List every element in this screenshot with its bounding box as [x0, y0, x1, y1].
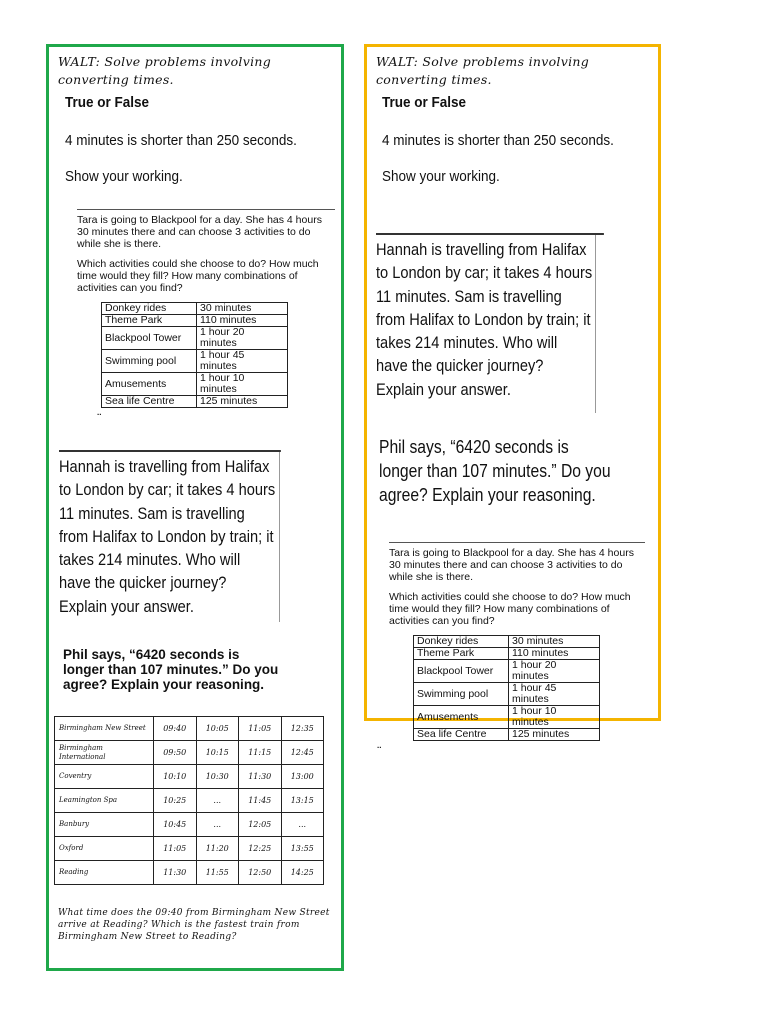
departure-time: 11:15: [239, 741, 282, 765]
departure-time: 12:35: [281, 717, 324, 741]
activity-time: 1 hour 45 minutes: [509, 683, 600, 706]
activity-time: 1 hour 20 minutes: [509, 660, 600, 683]
timetable-row: [55, 813, 324, 837]
activity-name: Theme Park: [102, 315, 197, 327]
hannah-line: takes 214 minutes. Who will: [59, 550, 241, 570]
activity-time: 125 minutes: [197, 396, 288, 408]
activity-time: 125 minutes: [509, 729, 600, 741]
phil-line-3: agree? Explain your reasoning.: [63, 677, 265, 692]
right-worksheet-panel: [364, 44, 661, 750]
timetable-row: [55, 861, 324, 885]
activity-row: [414, 683, 600, 706]
activity-name: Swimming pool: [414, 683, 509, 706]
departure-time: ...: [196, 789, 239, 813]
true-false-heading-right: True or False: [382, 94, 467, 111]
activities-table: [101, 302, 288, 408]
phil-problem: [63, 647, 333, 692]
activity-row: [414, 636, 600, 648]
hannah-right-rule-right: [595, 235, 596, 413]
activity-row: [102, 350, 288, 373]
departure-time: 11:55: [196, 861, 239, 885]
departure-time: 12:25: [239, 837, 282, 861]
departure-time: 12:45: [281, 741, 324, 765]
activity-name: Blackpool Tower: [414, 660, 509, 683]
activity-name: Donkey rides: [102, 303, 197, 315]
hannah-line: 11 minutes. Sam is travelling: [376, 286, 562, 306]
activity-row: [102, 303, 288, 315]
departure-time: 12:50: [239, 861, 282, 885]
phil-line-2: longer than 107 minutes.” Do you: [63, 662, 279, 677]
station-name: Reading: [55, 861, 154, 885]
hannah-text-right: [376, 238, 604, 401]
hannah-line: takes 214 minutes. Who will: [376, 333, 558, 353]
departure-time: 10:05: [196, 717, 239, 741]
activity-time: 1 hour 10 minutes: [509, 706, 600, 729]
departure-time: 13:55: [281, 837, 324, 861]
activity-time: 30 minutes: [509, 636, 600, 648]
activity-name: Sea life Centre: [102, 396, 197, 408]
hannah-line: to London by car; it takes 4 hours: [376, 263, 593, 283]
activity-row: [102, 327, 288, 350]
hannah-problem-right: [376, 233, 604, 401]
departure-time: 10:10: [154, 765, 197, 789]
hannah-line: from Halifax to London by train; it: [376, 309, 591, 329]
hannah-line: 11 minutes. Sam is travelling: [59, 503, 245, 523]
activities-table-right: [413, 635, 600, 741]
departure-time: 10:30: [196, 765, 239, 789]
true-false-statement: 4 minutes is shorter than 250 seconds.: [65, 132, 297, 149]
train-timetable: [54, 716, 324, 885]
phil-right-line-3: agree? Explain your reasoning.: [379, 485, 596, 505]
true-false-prompt-right: Show your working.: [382, 168, 500, 185]
phil-line-1: Phil says, “6420 seconds is: [63, 647, 240, 662]
departure-time: 11:30: [154, 861, 197, 885]
hannah-line: from Halifax to London by train; it: [59, 526, 274, 546]
station-name: Banbury: [55, 813, 154, 837]
station-name: Birmingham International: [55, 741, 154, 765]
tara-dots: ..: [97, 408, 102, 417]
activity-name: Sea life Centre: [414, 729, 509, 741]
hannah-line: Hannah is travelling from Halifax: [59, 457, 270, 476]
activity-name: Theme Park: [414, 648, 509, 660]
departure-time: 12:05: [239, 813, 282, 837]
departure-time: 11:05: [154, 837, 197, 861]
tara-question: Which activities could she choose to do? How much time would they fill? How many combinations of activities can you find?: [77, 258, 319, 294]
walt-heading-right: WALT: Solve problems involving converting times.: [376, 54, 590, 87]
activity-time: 1 hour 20 minutes: [197, 327, 288, 350]
tara-problem-right: [377, 542, 645, 750]
departure-time: 10:25: [154, 789, 197, 813]
timetable-question: What time does the 09:40 from Birmingham New Street arrive at Reading? Which is the fastest train from Birmingham New Street to Reading?: [58, 908, 330, 942]
hannah-text: [59, 455, 281, 618]
departure-time: ...: [281, 813, 324, 837]
station-name: Birmingham New Street: [55, 717, 154, 741]
true-false-statement-right: 4 minutes is shorter than 250 seconds.: [382, 132, 614, 149]
hannah-line: to London by car; it takes 4 hours: [59, 480, 276, 500]
tara-intro-right: Tara is going to Blackpool for a day. She has 4 hours 30 minutes there and can choose 3 activities to do while she is there.: [389, 547, 634, 583]
hannah-line: have the quicker journey?: [59, 573, 227, 593]
hannah-line: Explain your answer.: [59, 596, 194, 616]
departure-time: 14:25: [281, 861, 324, 885]
activity-time: 1 hour 45 minutes: [197, 350, 288, 373]
activity-name: Swimming pool: [102, 350, 197, 373]
departure-time: 11:30: [239, 765, 282, 789]
tara-intro: Tara is going to Blackpool for a day. She has 4 hours 30 minutes there and can choose 3 activities to do while she is there.: [77, 214, 322, 250]
hannah-problem: [59, 450, 281, 618]
departure-time: 09:40: [154, 717, 197, 741]
activity-row: [414, 648, 600, 660]
departure-time: 10:15: [196, 741, 239, 765]
activity-name: Donkey rides: [414, 636, 509, 648]
activity-row: [102, 315, 288, 327]
departure-time: ...: [196, 813, 239, 837]
tara-problem: [77, 209, 335, 416]
activity-row: [102, 396, 288, 408]
departure-time: 11:05: [239, 717, 282, 741]
activity-row: [102, 373, 288, 396]
departure-time: 11:20: [196, 837, 239, 861]
departure-time: 13:15: [281, 789, 324, 813]
activity-time: 1 hour 10 minutes: [197, 373, 288, 396]
departure-time: 11:45: [239, 789, 282, 813]
station-name: Oxford: [55, 837, 154, 861]
departure-time: 10:45: [154, 813, 197, 837]
hannah-line: Hannah is travelling from Halifax: [376, 240, 587, 259]
timetable-row: [55, 789, 324, 813]
true-false-prompt: Show your working.: [65, 168, 183, 185]
activity-row: [414, 729, 600, 741]
activity-time: 110 minutes: [509, 648, 600, 660]
station-name: Coventry: [55, 765, 154, 789]
timetable-row: [55, 741, 324, 765]
true-false-heading: True or False: [65, 94, 150, 111]
left-worksheet-panel: [46, 44, 344, 971]
phil-problem-right: [379, 435, 618, 507]
departure-time: 09:50: [154, 741, 197, 765]
hannah-line: have the quicker journey?: [376, 356, 544, 376]
timetable-row: [55, 765, 324, 789]
station-name: Leamington Spa: [55, 789, 154, 813]
phil-right-line-1: Phil says, “6420 seconds is: [379, 437, 569, 457]
phil-right-line-2: longer than 107 minutes.” Do you: [379, 461, 611, 481]
activity-name: Amusements: [414, 706, 509, 729]
walt-heading: WALT: Solve problems involving converting times.: [58, 54, 272, 87]
timetable-row: [55, 717, 324, 741]
activity-time: 110 minutes: [197, 315, 288, 327]
hannah-right-rule: [279, 452, 280, 622]
activity-row: [414, 660, 600, 683]
tara-question-right: Which activities could she choose to do? How much time would they fill? How many combinations of activities can you find?: [389, 591, 631, 627]
hannah-line: Explain your answer.: [376, 379, 511, 399]
activity-name: Amusements: [102, 373, 197, 396]
activity-name: Blackpool Tower: [102, 327, 197, 350]
activity-row: [414, 706, 600, 729]
activity-time: 30 minutes: [197, 303, 288, 315]
timetable-row: [55, 837, 324, 861]
departure-time: 13:00: [281, 765, 324, 789]
tara-dots-right: ..: [377, 741, 382, 750]
